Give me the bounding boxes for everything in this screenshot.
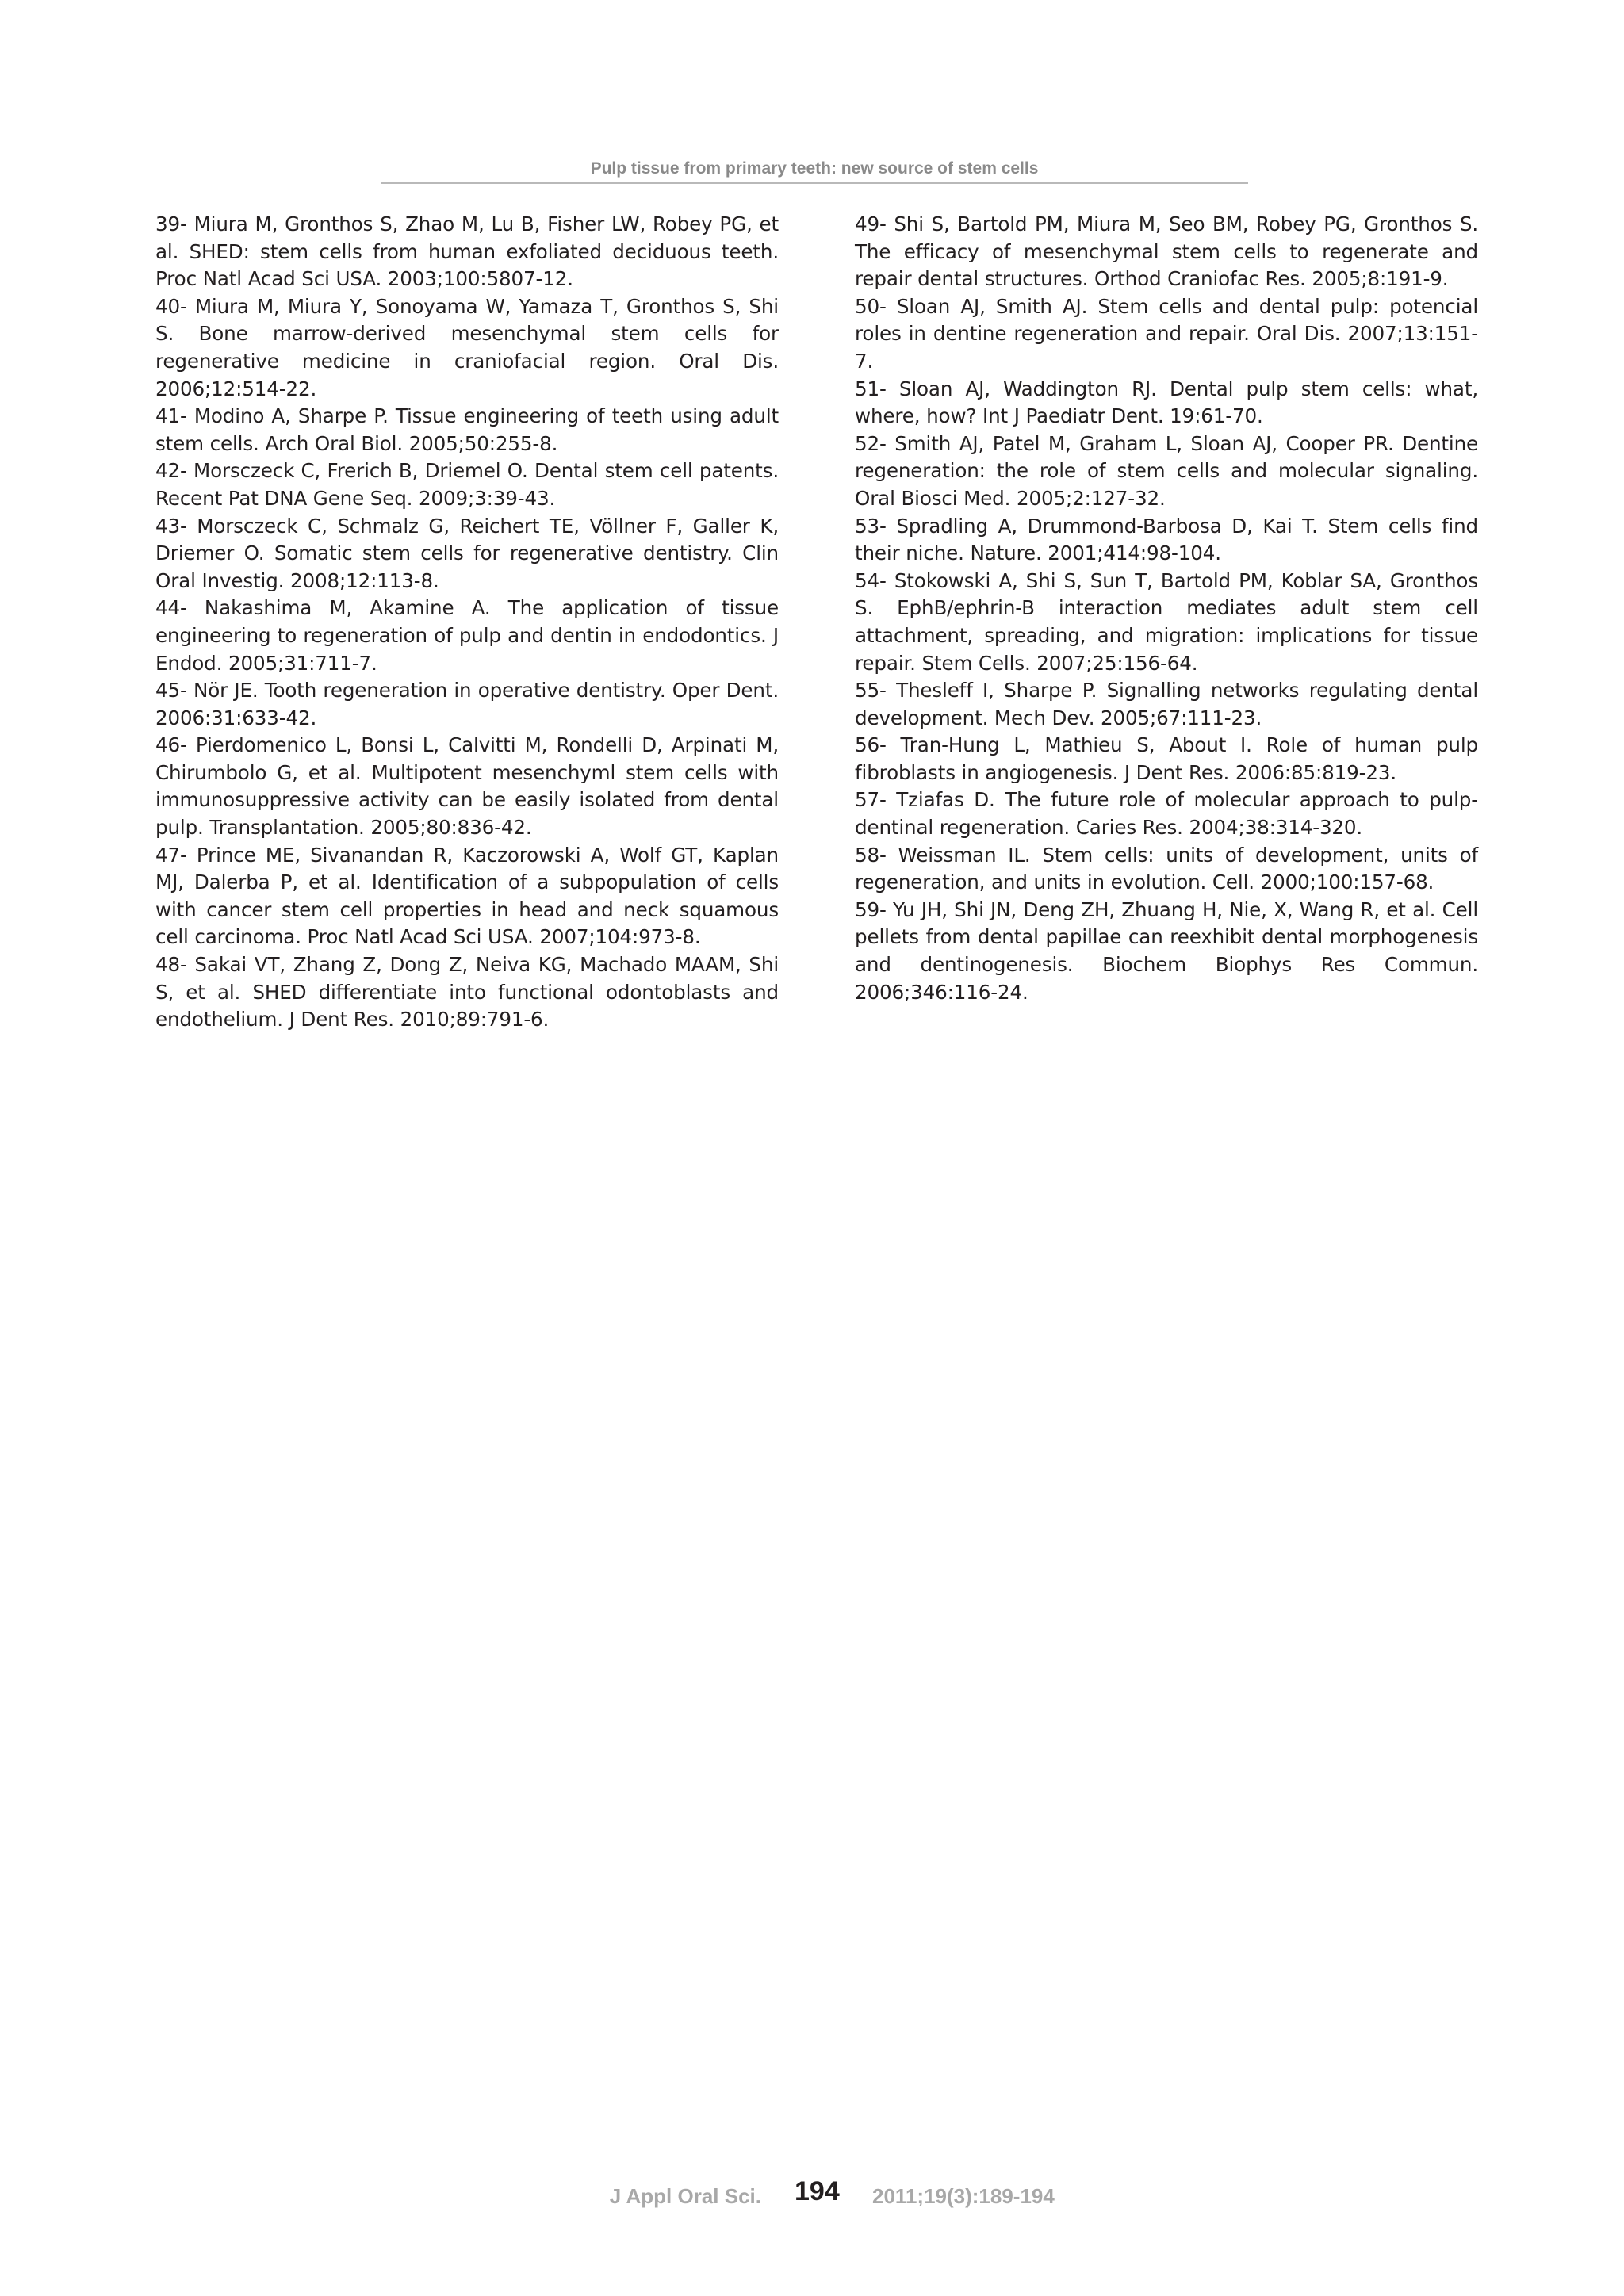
reference-50: 50- Sloan AJ, Smith AJ. Stem cells and dental pulp: potencial roles in dentine regeneration and repair. Oral Dis. 2007;13:151-7. xyxy=(855,294,1478,373)
references-left-column xyxy=(155,211,779,1034)
reference-52: 52- Smith AJ, Patel M, Graham L, Sloan AJ, Cooper PR. Dentine regeneration: the role of stem cells and molecular signaling. Oral Biosci Med. 2005;2:127-32. xyxy=(855,431,1478,510)
reference-49: 49- Shi S, Bartold PM, Miura M, Seo BM, Robey PG, Gronthos S. The efficacy of mesenchymal stem cells to regenerate and repair dental structures. Orthod Craniofac Res. 2005;8:191-9. xyxy=(855,212,1478,291)
reference-46: 46- Pierdomenico L, Bonsi L, Calvitti M, Rondelli D, Arpinati M, Chirumbolo G, et al. Multipotent mesenchyml stem cells with immunosuppressive activity can be easily isolated from dental pulp. Transplantation. 2005;80:836-42. xyxy=(155,733,779,840)
reference-51: 51- Sloan AJ, Waddington RJ. Dental pulp stem cells: what, where, how? Int J Paediatr Dent. 19:61-70. xyxy=(855,377,1478,428)
reference-57: 57- Tziafas D. The future role of molecular approach to pulp-dentinal regeneration. Caries Res. 2004;38:314-320. xyxy=(855,788,1478,840)
references-right-column xyxy=(855,211,1478,1006)
reference-56: 56- Tran-Hung L, Mathieu S, About I. Role of human pulp fibroblasts in angiogenesis. J Dent Res. 2006:85:819-23. xyxy=(855,733,1478,784)
reference-47: 47- Prince ME, Sivanandan R, Kaczorowski A, Wolf GT, Kaplan MJ, Dalerba P, et al. Identification of a subpopulation of cells with cancer stem cell properties in head and neck squamous cell carcinoma. Proc Natl Acad Sci USA. 2007;104:973-8. xyxy=(155,843,779,949)
reference-43: 43- Morsczeck C, Schmalz G, Reichert TE, Völlner F, Galler K, Driemer O. Somatic stem cells for regenerative dentistry. Clin Oral Investig. 2008;12:113-8. xyxy=(155,514,779,592)
reference-48: 48- Sakai VT, Zhang Z, Dong Z, Neiva KG, Machado MAAM, Shi S, et al. SHED differentiate into functional odontoblasts and endothelium. J Dent Res. 2010;89:791-6. xyxy=(155,953,779,1031)
reference-42: 42- Morsczeck C, Frerich B, Driemel O. Dental stem cell patents. Recent Pat DNA Gene Seq. 2009;3:39-43. xyxy=(155,459,779,510)
reference-41: 41- Modino A, Sharpe P. Tissue engineering of teeth using adult stem cells. Arch Oral Biol. 2005;50:255-8. xyxy=(155,404,779,455)
footer-journal-name: J Appl Oral Sci. xyxy=(609,2184,761,2208)
reference-54: 54- Stokowski A, Shi S, Sun T, Bartold PM, Koblar SA, Gronthos S. EphB/ephrin-B interaction mediates adult stem cell attachment, spreading, and migration: implications for tissue repair. Stem Cells. 2007;25:156-64. xyxy=(855,568,1478,675)
page-footer xyxy=(0,2176,1624,2216)
reference-53: 53- Spradling A, Drummond-Barbosa D, Kai T. Stem cells find their niche. Nature. 2001;414:98-104. xyxy=(855,514,1478,565)
footer-citation: 2011;19(3):189-194 xyxy=(872,2184,1055,2208)
footer-page-number: 194 xyxy=(795,2176,840,2206)
reference-59: 59- Yu JH, Shi JN, Deng ZH, Zhuang H, Nie, X, Wang R, et al. Cell pellets from dental papillae can reexhibit dental morphogenesis and dentinogenesis. Biochem Biophys Res Commun. 2006;346:116-24. xyxy=(855,897,1478,1004)
reference-55: 55- Thesleff I, Sharpe P. Signalling networks regulating dental development. Mech Dev. 2005;67:111-23. xyxy=(855,679,1478,729)
reference-39: 39- Miura M, Gronthos S, Zhao M, Lu B, Fisher LW, Robey PG, et al. SHED: stem cells from human exfoliated deciduous teeth. Proc Natl Acad Sci USA. 2003;100:5807-12. xyxy=(155,212,779,291)
running-header: Pulp tissue from primary teeth: new source of stem cells xyxy=(590,159,1039,178)
reference-44: 44- Nakashima M, Akamine A. The application of tissue engineering to regeneration of pulp and dentin in endodontics. J Endod. 2005;31:711-7. xyxy=(155,596,779,675)
header-rule xyxy=(381,182,1248,184)
reference-58: 58- Weissman IL. Stem cells: units of development, units of regeneration, and units in evolution. Cell. 2000;100:157-68. xyxy=(855,843,1478,894)
reference-45: 45- Nör JE. Tooth regeneration in operative dentistry. Oper Dent. 2006:31:633-42. xyxy=(155,679,779,729)
reference-40: 40- Miura M, Miura Y, Sonoyama W, Yamaza T, Gronthos S, Shi S. Bone marrow-derived mesenchymal stem cells for regenerative medicine in craniofacial region. Oral Dis. 2006;12:514-22. xyxy=(155,294,779,400)
